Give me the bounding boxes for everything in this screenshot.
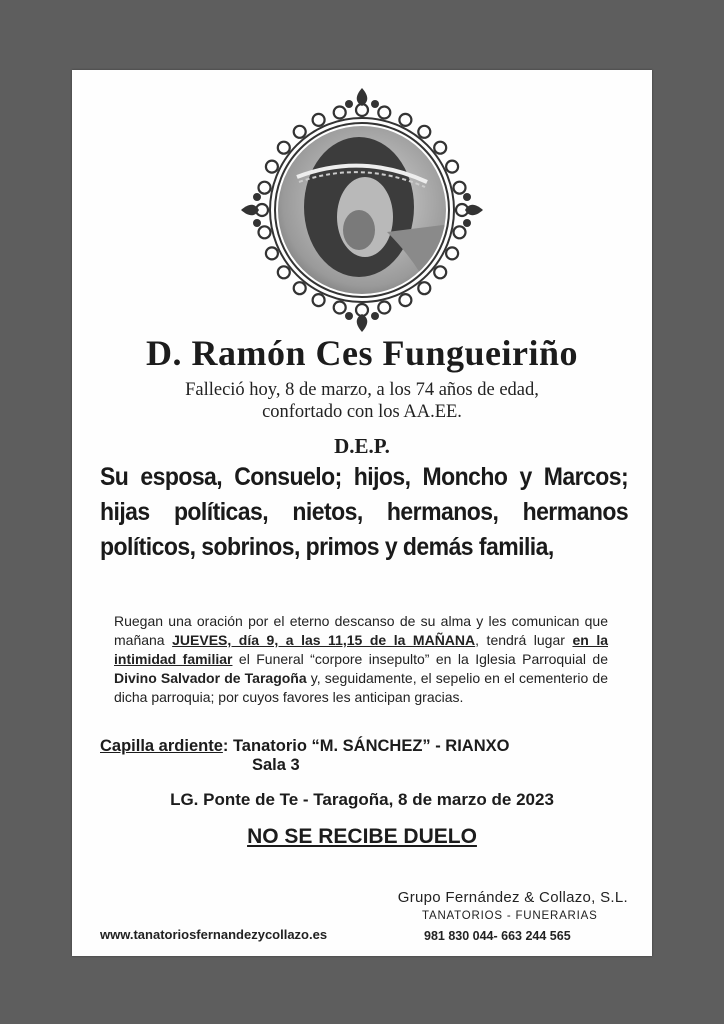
details-text-2: , tendrá lugar bbox=[475, 632, 573, 648]
deceased-name: D. Ramón Ces Fungueiriño bbox=[145, 333, 579, 373]
details-text-4: y, seguidamente, el sepelio en el cementerio de dicha parroquia; por cuyos favores les anticipan gracias. bbox=[114, 670, 608, 705]
no-condolences-text: NO SE RECIBE DUELO bbox=[247, 825, 477, 848]
intimacy-note: en la intimidad familiar bbox=[114, 632, 608, 667]
company-subtitle: TANATORIOS - FUNERARIAS bbox=[422, 910, 598, 922]
death-info bbox=[72, 379, 652, 423]
funeral-day-time: JUEVES, día 9, a las 11,15 de la MAÑANA bbox=[172, 632, 476, 648]
rip-heading: D.E.P. bbox=[334, 434, 390, 458]
ornamental-portrait-frame bbox=[237, 82, 487, 332]
company-website: www.tanatoriosfernandezycollazo.es bbox=[100, 927, 328, 942]
church-name: Divino Salvador de Taragoña bbox=[114, 670, 307, 686]
company-phones: 981 830 044- 663 244 565 bbox=[424, 929, 571, 943]
details-text-3: el Funeral “corpore insepulto” en la Iglesia Parroquial de bbox=[232, 651, 608, 667]
no-condolences-notice bbox=[72, 825, 652, 849]
company-name: Grupo Fernández & Collazo, S.L. bbox=[397, 889, 628, 906]
death-info-line-2: confortado con los AA.EE. bbox=[262, 402, 462, 422]
chapel-value: : Tanatorio “M. SÁNCHEZ” - RIANXO bbox=[222, 737, 510, 755]
details-text-1: Ruegan una oración por el eterno descanso de su alma y les comunican que mañana bbox=[114, 613, 608, 648]
chapel-info bbox=[100, 735, 509, 757]
chapel-label: Capilla ardiente bbox=[100, 737, 223, 755]
death-info-line-1: Falleció hoy, 8 de marzo, a los 74 años de edad, bbox=[185, 380, 539, 400]
place-and-date: LG. Ponte de Te - Taragoña, 8 de marzo de 2023 bbox=[170, 790, 554, 809]
room-number: Sala 3 bbox=[252, 756, 300, 774]
family-list: Su esposa, Consuelo; hijos, Moncho y Marcos; hijas políticas, nietos, hermanos, hermanos políticos, sobrinos, primos y demás familia, bbox=[100, 463, 629, 561]
obituary-sheet bbox=[72, 70, 652, 956]
funeral-details bbox=[114, 612, 608, 707]
